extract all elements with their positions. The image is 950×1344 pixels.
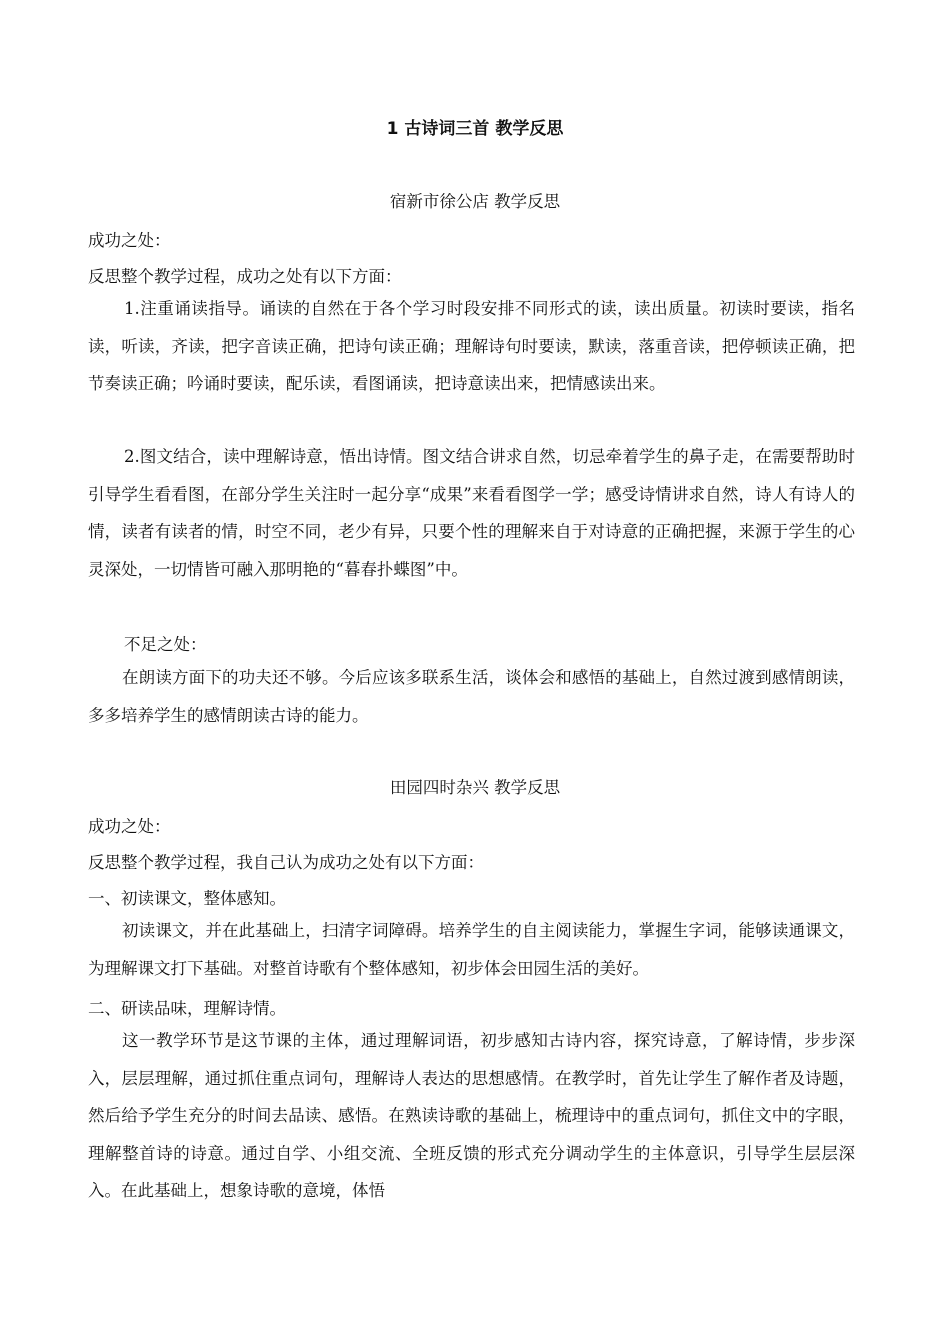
section2-part1-text: 初读课文，并在此基础上，扫清字词障碍。培养学生的自主阅读能力，掌握生字词，能够读通课文，为理解课文打下基础。对整首诗歌有个整体感知，初步体会田园生活的美好。 — [88, 921, 855, 978]
section1-shortcoming-label: 不足之处： — [124, 635, 207, 654]
section2-success-label: 成功之处： — [88, 817, 171, 836]
section1-shortcoming: 在朗读方面下的功夫还不够。今后应该多联系生活，谈体会和感悟的基础上，自然过渡到感情朗读，多多培养学生的感情朗读古诗的能力。 — [88, 668, 855, 725]
section2-part2-text: 这一教学环节是这节课的主体，通过理解词语，初步感知古诗内容，探究诗意，了解诗情，步步深入，层层理解，通过抓住重点词句，理解诗人表达的思想感情。在教学时，首先让学生了解作者及诗题，然后给予学生充分的时间去品读、感悟。在熟读诗歌的基础上，梳理诗中的重点词句，抓住文中的字眼，理解整首诗的诗意。通过自学、小组交流、全班反馈的形式充分调动学生的主体意识，引导学生层层深入。在此基础上，想象诗歌的意境，体悟 — [88, 1031, 855, 1200]
section1-point1: 1.注重诵读指导。诵读的自然在于各个学习时段安排不同形式的读，读出质量。初读时要读，指名读，听读，齐读，把字音读正确，把诗句读正确；理解诗句时要读，默读，落重音读，把停顿读正确，把节奏读正确；吟诵时要读，配乐读，看图诵读，把诗意读出来，把情感读出来。 — [88, 299, 855, 393]
section1-intro: 反思整个教学过程，成功之处有以下方面： — [88, 267, 402, 286]
section1-heading: 宿新市徐公店 教学反思 — [389, 192, 561, 211]
section2-part1-heading: 一、初读课文，整体感知。 — [88, 889, 286, 908]
section2-part2-heading: 二、研读品味，理解诗情。 — [88, 999, 286, 1018]
section1-point2: 2.图文结合，读中理解诗意，悟出诗情。图文结合讲求自然，切忌牵着学生的鼻子走，在需要帮助时引导学生看看图，在部分学生关注时一起分享“成果”来看看图学一学；感受诗情讲求自然，诗人有诗人的情，读者有读者的情，时空不同，老少有异，只要个性的理解来自于对诗意的正确把握，来源于学生的心灵深处，一切情皆可融入那明艳的“暮春扑蝶图”中。 — [88, 447, 855, 579]
section1-success-label: 成功之处： — [88, 231, 171, 250]
document-title: 1 古诗词三首 教学反思 — [386, 119, 564, 139]
section2-intro: 反思整个教学过程，我自己认为成功之处有以下方面： — [88, 853, 484, 872]
section2-heading: 田园四时杂兴 教学反思 — [389, 778, 561, 797]
